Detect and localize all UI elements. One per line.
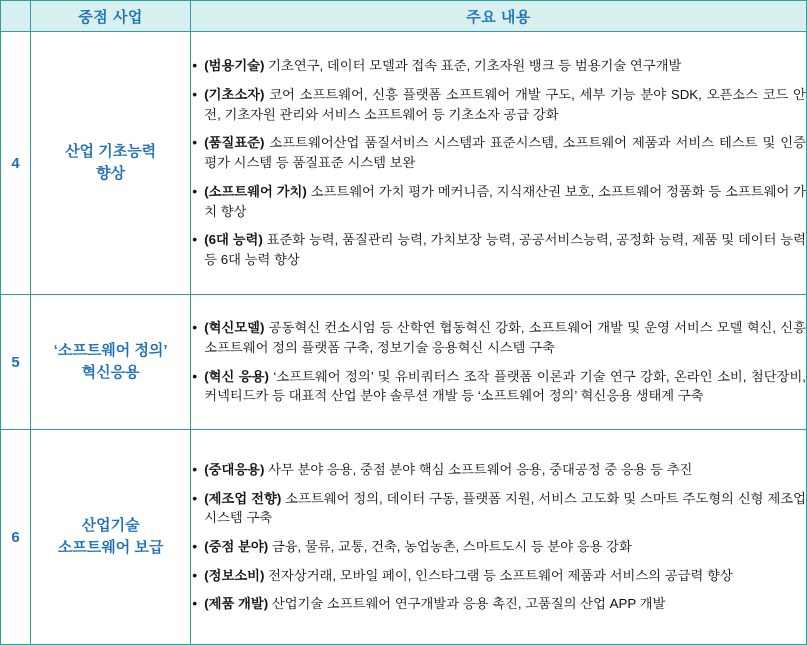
table-header-row (1, 1, 807, 32)
bullet-text: 사무 분야 응용, 중점 분야 핵심 소프트웨어 응용, 중대공정 중 응용 등 추진 (264, 461, 693, 477)
column-header-main-content: 주요 내용 (191, 1, 807, 32)
bullet-text: 코어 소프트웨어, 신흥 플랫폼 소프트웨어 개발 구도, 세부 기능 분야 SDK, 오픈소스 코드 안전, 기초자원 관리와 서비스 소프트웨어 등 기초소자 공급 강화 (204, 87, 806, 122)
content-bullet-list (191, 318, 806, 406)
bullet-text: 금융, 물류, 교통, 건축, 농업농촌, 스마트도시 등 분야 응용 강화 (268, 539, 632, 554)
row-topic-cell (31, 295, 191, 430)
row-index-cell: 6 (1, 430, 31, 645)
bullet-text: 공동혁신 컨소시엄 등 산학연 협동혁신 강화, 소프트웨어 개발 및 운영 서비스 모델 혁신, 신흥 소프트웨어 정의 플랫폼 구축, 정보기술 응용혁신 시스템 구축 (204, 320, 806, 355)
list-item (191, 85, 806, 124)
list-item (191, 460, 806, 480)
list-item (191, 594, 806, 614)
row-topic-line-1: 산업기술 (81, 516, 140, 534)
row-topic-line-2: 혁신응용 (81, 364, 140, 381)
list-item (191, 56, 806, 76)
bullet-lead: (제조업 전향) (204, 490, 282, 506)
column-header-focus-project: 중점 사업 (31, 1, 191, 32)
bullet-text: 소프트웨어산업 품질서비스 시스템과 표준시스템, 소프트웨어 제품과 서비스 테스트 및 인증평가 시스템 등 품질표준 시스템 보완 (204, 135, 806, 171)
content-bullet-list (191, 56, 806, 269)
table-header (1, 1, 807, 32)
row-content-cell (191, 430, 807, 645)
bullet-lead: (소프트웨어 가치) (204, 183, 307, 199)
bullet-text: 소프트웨어 가치 평가 메커니즘, 지식재산권 보호, 소프트웨어 정품화 등 소프트웨어 가치 향상 (204, 183, 806, 219)
table-row (1, 295, 807, 430)
list-item (191, 182, 806, 221)
bullet-lead: (범용기술) (204, 58, 265, 74)
table-body (1, 32, 807, 645)
list-item (191, 230, 806, 269)
row-topic-line-1: 산업 기초능력 (65, 142, 157, 160)
bullet-lead: (정보소비) (204, 567, 265, 583)
list-item (191, 566, 806, 586)
bullet-lead: (혁신모델) (204, 320, 265, 336)
bullet-text: 기초연구, 데이터 모델과 접속 표준, 기초자원 뱅크 등 범용기술 연구개발 (264, 58, 682, 74)
row-content-cell (191, 295, 807, 430)
list-item (191, 318, 806, 357)
row-index-cell: 4 (1, 32, 31, 295)
row-topic-cell (31, 32, 191, 295)
table-row (1, 32, 807, 295)
bullet-lead: (혁신 응용) (204, 368, 269, 384)
list-item (191, 367, 806, 406)
row-topic-cell (31, 430, 191, 645)
bullet-lead: (중점 분야) (204, 539, 269, 554)
column-header-index (1, 1, 31, 32)
bullet-lead: (제품 개발) (204, 596, 269, 612)
bullet-lead: (중대응용) (204, 461, 265, 477)
bullet-text: 소프트웨어 정의, 데이터 구동, 플랫폼 지원, 서비스 고도화 및 스마트 주도형의 신형 제조업 시스템 구축 (204, 490, 806, 526)
list-item (191, 537, 806, 557)
bullet-lead: (6대 능력) (204, 232, 263, 248)
row-topic-line-1: ‘소프트웨어 정의’ (53, 341, 168, 359)
content-bullet-list (191, 460, 806, 614)
row-content-cell (191, 32, 807, 295)
row-index-cell: 5 (1, 295, 31, 430)
list-item (191, 489, 806, 528)
bullet-lead: (기초소자) (204, 87, 265, 103)
row-topic-line-2: 향상 (96, 165, 126, 182)
list-item (191, 133, 806, 172)
bullet-text: ‘소프트웨어 정의’ 및 유비쿼터스 조작 플랫폼 이론과 기술 연구 강화, 온라인 소비, 첨단장비, 커넥티드카 등 대표적 산업 분야 솔루션 개발 등 ‘소프트웨어 정의’ 혁신응용 생태계 구축 (204, 368, 806, 404)
row-topic-line-2: 소프트웨어 보급 (57, 539, 164, 556)
bullet-text: 표준화 능력, 품질관리 능력, 가치보장 능력, 공공서비스능력, 공정화 능력, 제품 및 데이터 능력 등 6대 능력 향상 (204, 232, 806, 267)
bullet-text: 산업기술 소프트웨어 연구개발과 응용 촉진, 고품질의 산업 APP 개발 (268, 596, 666, 612)
table-row (1, 430, 807, 645)
bullet-text: 전자상거래, 모바일 페이, 인스타그램 등 소프트웨어 제품과 서비스의 공급력 향상 (264, 567, 733, 583)
bullet-lead: (품질표준) (204, 135, 265, 151)
